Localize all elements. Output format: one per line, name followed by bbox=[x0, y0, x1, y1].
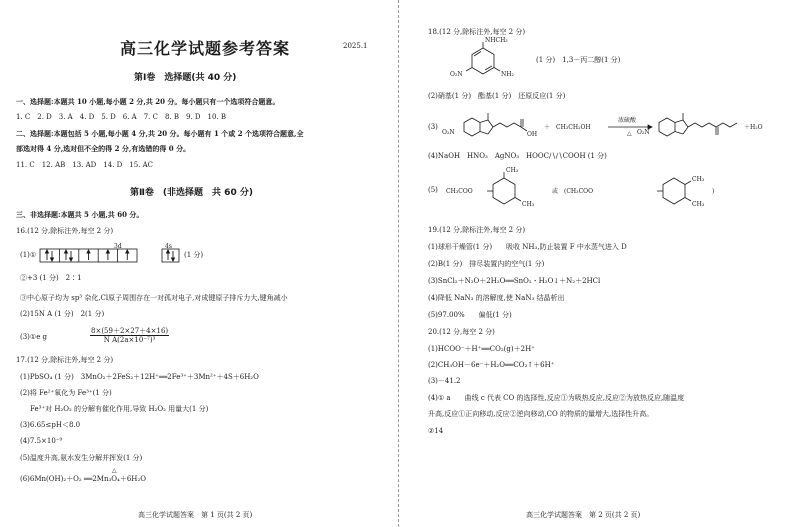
q17-line2: (2)将 Fe²⁺氧化为 Fe³⁺(1 分) bbox=[20, 389, 112, 397]
methyl-top: CH₃ bbox=[506, 167, 519, 174]
close-paren: ) bbox=[712, 188, 715, 195]
plus-sign: ＋ bbox=[544, 124, 551, 131]
exam-date: 2025.1 bbox=[343, 42, 368, 50]
orbital-4s-label: 4s bbox=[165, 243, 172, 250]
q16-line4: (2)15N A (1 分) 2(1 分) bbox=[20, 310, 105, 318]
multi-choice-intro-2: 部选对得 4 分,选对但不全的得 2 分,有选错的得 0 分。 bbox=[16, 144, 191, 153]
q16-line2: ②+3 (1 分) 2∶1 bbox=[20, 274, 82, 282]
orbital-diagram bbox=[40, 249, 180, 263]
methyl-bottom: CH₃ bbox=[522, 201, 535, 208]
q19-line4: (4)降低 NaN₃ 的溶解度,使 NaN₃ 结晶析出 bbox=[428, 294, 565, 302]
q18-head: 18.(12 分,除标注外,每空 2 分) bbox=[428, 28, 526, 36]
formula-numerator: 8×(59＋2×27＋4×16) bbox=[91, 327, 169, 335]
q18-line1-answer: (1 分) 1,3－丙二醇(1 分) bbox=[536, 56, 621, 64]
q16-1-points: (1 分) bbox=[184, 251, 204, 259]
label-nhch3: NHCH₃ bbox=[485, 37, 508, 44]
product-o2n: O₂N bbox=[637, 129, 650, 136]
q19-line3: (3)SnCl₂＋N₂O＋2H₂O══SnO₂・H₂O↓＋N₂＋2HCl bbox=[428, 277, 601, 285]
q19-line5: (5)97.00% 偏低(1 分) bbox=[428, 311, 512, 319]
acetate-left: CH₃COO bbox=[446, 188, 473, 195]
q17-head: 17.(12 分,除标注外,每空 2 分) bbox=[16, 356, 114, 364]
part2-heading: 第Ⅱ卷 (非选择题 共 60 分) bbox=[130, 188, 253, 198]
formula-denominator: N A(2a×10⁻⁷)³ bbox=[103, 336, 156, 344]
q17-line5: (4)7.5×10⁻⁹ bbox=[20, 437, 63, 445]
ethanol-label: CH₃CH₂OH bbox=[556, 124, 591, 131]
q19-line2: (2)B(1 分) 排尽装置内的空气(1 分) bbox=[428, 260, 545, 268]
multi-choice-answers: 11. C 12. AB 13. AD 14. D 15. AC bbox=[16, 161, 154, 169]
q16-line3: ③中心原子均为 sp³ 杂化,Cl原子周围存在一对孤对电子,对成键原子排斥力大,键角减小 bbox=[20, 294, 288, 302]
q20-line4: (4)① a 曲线 c 代表 CO 的选择性,反应①为吸热反应,反应②为放热反应,随温度 bbox=[428, 394, 685, 402]
label-nh2: NH₂ bbox=[501, 71, 514, 78]
q17-line4: (3)6.65≤pH＜8.0 bbox=[20, 421, 81, 429]
single-choice-intro: 一、选择题:本题共 10 小题,每小题 2 分,共 20 分。每小题只有一个选项符合题意。 bbox=[16, 97, 280, 106]
methyl-right-bottom: CH₃ bbox=[692, 201, 705, 208]
part1-heading: 第Ⅰ卷 选择题(共 40 分) bbox=[134, 73, 237, 83]
orbital-3d-label: 3d bbox=[114, 243, 122, 250]
q18-line4: (4)NaOH HNO₃ AgNO₃ HOOC∕∖∕∖COOH (1 分) bbox=[428, 152, 607, 160]
q17-line1: (1)PbSO₄ (1 分) 3MnO₂＋2FeS₂＋12H⁺══2Fe³⁺＋3Mn²⁺＋4S＋6H₂O bbox=[20, 373, 259, 381]
q18-3-label: (3) bbox=[428, 123, 438, 131]
density-formula bbox=[90, 327, 169, 344]
footer-page-1: 高三化学试题答案 第 1 页(共 2 页) bbox=[138, 511, 253, 519]
reactant-o2n: O₂N bbox=[442, 129, 455, 136]
q18-line2: (2)硝基(1 分) 酯基(1 分) 还原反应(1 分) bbox=[428, 92, 566, 100]
q17-line7: (6)6Mn(OH)₂＋O₂ ══2Mn₃O₄＋6H₂O bbox=[20, 475, 146, 483]
structure-aniline-compound bbox=[428, 36, 538, 86]
q20-head: 20.(12 分,每空 2 分) bbox=[428, 328, 495, 336]
q20-line6: ②14 bbox=[428, 427, 444, 435]
water-label: ＋H₂O bbox=[744, 124, 763, 131]
q20-line2: (2)CH₃OH－6e⁻＋H₂O══CO₂↑＋6H⁺ bbox=[428, 361, 555, 369]
reactant-oh: OH bbox=[527, 131, 538, 138]
label-o2n: O₂N bbox=[450, 71, 463, 78]
page-title: 高三化学试题参考答案 bbox=[120, 39, 291, 58]
multi-choice-intro-1: 二、选择题:本题包括 5 小题,每小题 4 分,共 20 分。每小题有 1 个或 2 个选项符合题意,全 bbox=[16, 129, 304, 138]
q16-head: 16.(12 分,除标注外,每空 2 分) bbox=[16, 227, 114, 235]
q20-line3: (3)－41.2 bbox=[428, 377, 461, 385]
catalyst-label: 浓硫酸 bbox=[618, 117, 637, 124]
methyl-right-top: CH₃ bbox=[692, 176, 705, 183]
triazine-structures bbox=[442, 166, 762, 216]
q19-line1: (1)球形干燥管(1 分) 吸收 NH₃,防止装置 F 中水蒸气进入 D bbox=[428, 243, 627, 251]
part2-intro: 三、非选择题:本题共 5 小题,共 60 分。 bbox=[16, 210, 144, 219]
heat-label: △ bbox=[627, 130, 632, 137]
q16-1-prefix: (1)① bbox=[20, 251, 37, 259]
page-2 bbox=[398, 0, 794, 527]
single-choice-answers: 1. C 2. D 3. A 4. D 5. D 6. A 7. C 8. B 9. D 10. B bbox=[16, 113, 227, 121]
esterification-reaction bbox=[442, 110, 792, 140]
q17-line6: (5)温度升高,氨水发生分解并挥发(1 分) bbox=[20, 454, 143, 462]
acetate-right: (CH₃COO bbox=[564, 188, 593, 195]
q17-line3: Fe³⁺对 H₂O₂ 的分解有催化作用,导致 H₂O₂ 用量大(1 分) bbox=[30, 405, 209, 413]
q18-5-label: (5) bbox=[428, 186, 438, 194]
q20-line1: (1)HCOO⁻＋H⁺══CO₂(g)＋2H⁺ bbox=[428, 345, 535, 353]
or-label: 或 bbox=[552, 188, 559, 195]
q20-line5: 升高,反应①正向移动,反应②逆向移动,CO 的物质的量增大,选择性升高。 bbox=[428, 410, 654, 418]
heat-condition: △ bbox=[112, 467, 117, 474]
q19-head: 19.(12 分,除标注外,每空 2 分) bbox=[428, 226, 526, 234]
q16-line5-prefix: (3)①e g bbox=[20, 333, 48, 341]
footer-page-2: 高三化学试题答案 第 2 页(共 2 页) bbox=[526, 511, 641, 519]
